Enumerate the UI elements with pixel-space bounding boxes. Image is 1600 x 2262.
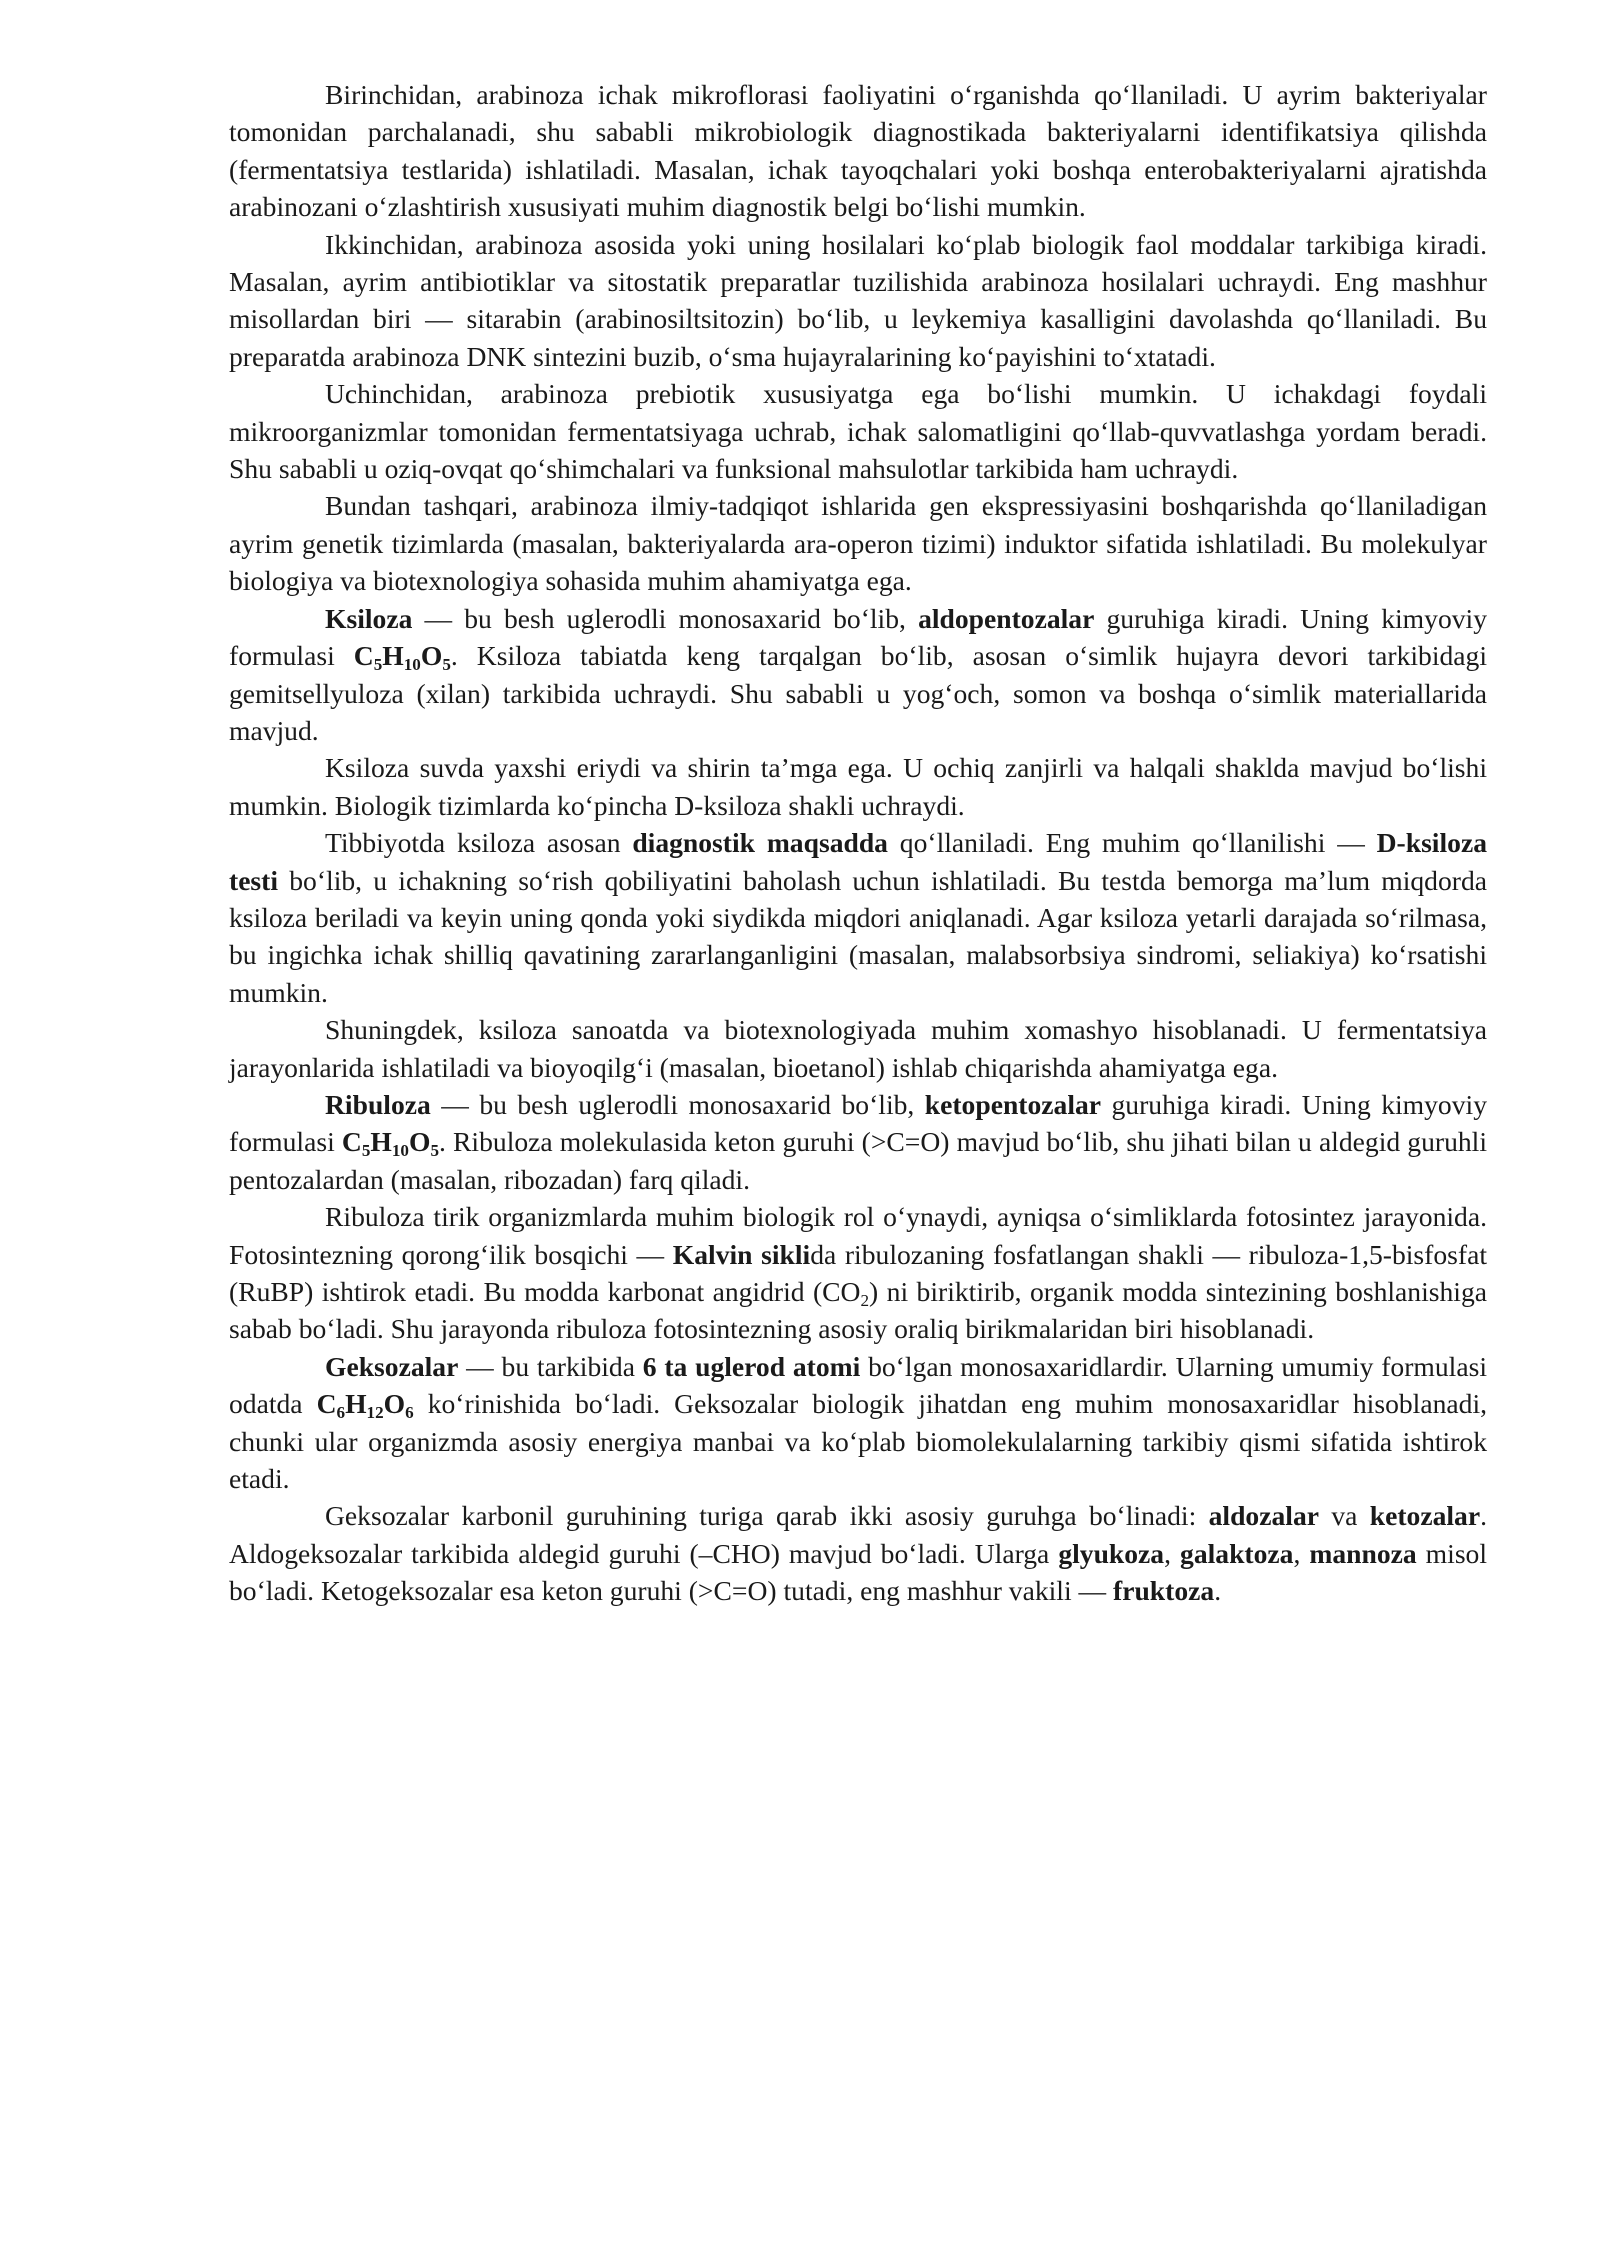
bold-text: ketopentozalar	[924, 1088, 1102, 1120]
subscript-text: 5	[361, 1141, 371, 1161]
bold-text: glyukoza	[1058, 1537, 1165, 1569]
bold-text: mannoza	[1309, 1537, 1417, 1569]
text-run: Birinchidan, arabinoza ichak mikroflorasi faoliyatini o‘rganishda qo‘llaniladi. U ayrim bakteriyalar tomonidan parchalanadi, shu sababli mikrobiologik diagnostikada bakteriyalarni identifikatsiya qilishda (fermentatsiya testlarida) ishlatiladi. Masalan, ichak tayoqchalari yoki boshqa enterobakteriyalarni ajratishda arabinozani o‘zlashtirish xususiyati muhim diagnostik belgi bo‘lishi mumkin.	[229, 79, 1487, 223]
text-run: ko‘rinishida bo‘ladi. Geksozalar biologik jihatdan eng muhim monosaxaridlar hisoblanadi, chunki ular organizmda asosiy energiya manbai va ko‘plab biomolekulalarning tarkibiy qismi sifatida ishtirok etadi.	[229, 1388, 1488, 1495]
bold-text: H	[345, 1388, 367, 1420]
text-run: guruhiga kiradi. Uning kimyoviy formulasi	[229, 602, 1487, 672]
text-run: Geksozalar karbonil guruhining turiga qarab ikki asosiy guruhga bo‘linadi:	[325, 1500, 1209, 1532]
paragraph-11	[229, 1348, 1487, 1498]
subscript-text: 6	[405, 1403, 414, 1422]
paragraph-4	[229, 487, 1487, 599]
text-run: ) ni biriktirib, organik modda sintezining boshlanishiga sabab bo‘ladi. Shu jarayonda ribuloza fotosintezning asosiy oraliq birikmalaridan biri hisoblanadi.	[229, 1276, 1487, 1345]
bold-text: D-ksiloza testi	[229, 827, 1487, 896]
bold-text: fruktoza	[1113, 1575, 1215, 1607]
bold-text: Kalvin sikli	[672, 1238, 811, 1270]
bold-text: galaktoza	[1180, 1537, 1294, 1569]
bold-text: O	[383, 1388, 406, 1420]
bold-text: H	[382, 640, 404, 672]
text-run: Bundan tashqari, arabinoza ilmiy-tadqiqot ishlarida gen ekspressiyasini boshqarishda qo‘llaniladigan ayrim genetik tizimlarda (masalan, bakteriyalarda ara-operon tizimi) induktor sifatida ishlatiladi. Bu molekulyar biologiya va biotexnologiya sohasida muhim ahamiyatga ega.	[229, 490, 1487, 597]
paragraph-6	[229, 749, 1487, 824]
bold-text: Ksiloza	[325, 602, 413, 634]
subscript-text: 2	[860, 1290, 870, 1310]
bold-text: C	[341, 1126, 362, 1158]
subscript-text: 5	[442, 654, 451, 674]
text-run: bo‘lib, u ichakning so‘rish qobiliyatini baholash uchun ishlatiladi. Bu testda bemorga ma’lum miqdorda ksiloza beriladi va keyin uning qonda yoki siydikda miqdori aniqlanadi. Agar ksiloza yetarli darajada so‘rilmasa, bu ingichka ichak shilliq qavatining zararlanganligini (masalan, malabsorbsiya sindromi, seliakiya) ko‘rsatishi mumkin.	[229, 864, 1487, 1008]
bold-text: Geksozalar	[325, 1350, 459, 1382]
text-run: guruhiga kiradi. Uning kimyoviy formulasi	[229, 1088, 1487, 1158]
paragraph-2	[229, 226, 1487, 376]
text-run: — bu tarkibida	[458, 1350, 643, 1382]
text-run: ,	[1293, 1537, 1310, 1569]
subscript-text: 12	[366, 1403, 384, 1422]
paragraph-3	[229, 375, 1487, 487]
text-run: Shuningdek, ksiloza sanoatda va biotexnologiyada muhim xomashyo hisoblanadi. U fermentatsiya jarayonlarida ishlatiladi va bioyoqilg‘i (masalan, bioetanol) ishlab chiqarishda ahamiyatga ega.	[229, 1014, 1487, 1083]
text-run: Uchinchidan, arabinoza prebiotik xususiyatga ega bo‘lishi mumkin. U ichakdagi foydali mikroorganizmlar tomonidan fermentatsiyaga uchrab, ichak salomatligini qo‘llab-quvvatlashga yordam beradi. Shu sababli u oziq-ovqat qo‘shimchalari va funksional mahsulotlar tarkibida ham uchraydi.	[229, 378, 1487, 485]
text-run: da ribulozaning fosfatlangan shakli — ribuloza-1,5-bisfosfat (RuBP) ishtirok etadi. Bu modda karbonat angidrid (CO	[229, 1238, 1487, 1307]
subscript-text: 5	[430, 1141, 439, 1161]
text-run: Ikkinchidan, arabinoza asosida yoki uning hosilalari ko‘plab biologik faol moddalar tarkibiga kiradi. Masalan, ayrim antibiotiklar va sitostatik preparatlar tuzilishida arabinoza hosilalari uchraydi. Eng mashhur misollardan biri — sitarabin (arabinosiltsitozin) bo‘lib, u leykemiya kasalligini davolashda qo‘llaniladi. Bu preparatda arabinoza DNK sintezini buzib, o‘sma hujayralarining ko‘payishini to‘xtatadi.	[229, 228, 1487, 372]
text-run: . Ksiloza tabiatda keng tarqalgan bo‘lib, asosan o‘simlik hujayra devori tarkibidagi gemitsellyuloza (xilan) tarkibida uchraydi. Shu sababli u yog‘och, somon va boshqa o‘simlik materiallarida mavjud.	[229, 640, 1488, 746]
bold-text: H	[370, 1126, 392, 1158]
paragraph-9	[229, 1086, 1487, 1198]
bold-text: aldopentozalar	[918, 602, 1095, 634]
text-run: va	[1319, 1500, 1370, 1532]
text-run: bo‘lgan monosaxaridlardir. Ularning umumiy formulasi odatda	[229, 1350, 1487, 1420]
text-run: ,	[1164, 1537, 1181, 1569]
bold-text: diagnostik maqsadda	[632, 827, 888, 859]
bold-text: aldozalar	[1208, 1500, 1319, 1532]
bold-text: O	[420, 640, 443, 672]
subscript-text: 6	[336, 1403, 346, 1422]
paragraph-10	[229, 1198, 1487, 1348]
bold-text: O	[408, 1126, 431, 1158]
bold-text: ketozalar	[1369, 1500, 1481, 1532]
text-run: misol bo‘ladi. Ketogeksozalar esa keton guruhi (>C=O) tutadi, eng mashhur vakili —	[229, 1537, 1488, 1607]
bold-text: C	[353, 640, 374, 672]
paragraph-1	[229, 76, 1487, 226]
bold-text: Ribuloza	[325, 1088, 431, 1120]
bold-text: C	[316, 1388, 337, 1420]
text-run: . Aldogeksozalar tarkibida aldegid guruhi (–CHO) mavjud bo‘ladi. Ularga	[229, 1500, 1488, 1569]
text-run: Ribuloza tirik organizmlarda muhim biologik rol o‘ynaydi, ayniqsa o‘simliklarda fotosintez jarayonida. Fotosintezning qorong‘ilik bosqichi —	[229, 1201, 1487, 1270]
text-run: — bu besh uglerodli monosaxarid bo‘lib,	[412, 602, 919, 634]
bold-text: 6 ta uglerod atomi	[642, 1350, 861, 1382]
paragraph-8	[229, 1011, 1487, 1086]
text-run: Tibbiyotda ksiloza asosan	[325, 827, 633, 859]
text-run: — bu besh uglerodli monosaxarid bo‘lib,	[430, 1088, 925, 1120]
text-run: qo‘llaniladi. Eng muhim qo‘llanilishi —	[887, 827, 1377, 859]
subscript-text: 10	[391, 1141, 409, 1161]
paragraph-5	[229, 600, 1487, 750]
text-run: . Ribuloza molekulasida keton guruhi (>C=O) mavjud bo‘lib, shu jihati bilan u aldegid guruhli pentozalardan (masalan, ribozadan) farq qiladi.	[229, 1126, 1487, 1195]
paragraph-12	[229, 1497, 1487, 1609]
subscript-text: 5	[373, 654, 383, 674]
text-run: .	[1214, 1575, 1222, 1607]
text-run: Ksiloza suvda yaxshi eriydi va shirin ta’mga ega. U ochiq zanjirli va halqali shaklda mavjud bo‘lishi mumkin. Biologik tizimlarda ko‘pincha D-ksiloza shakli uchraydi.	[229, 752, 1487, 821]
paragraph-7	[229, 824, 1487, 1011]
document-page	[229, 76, 1487, 1610]
subscript-text: 10	[403, 654, 421, 674]
